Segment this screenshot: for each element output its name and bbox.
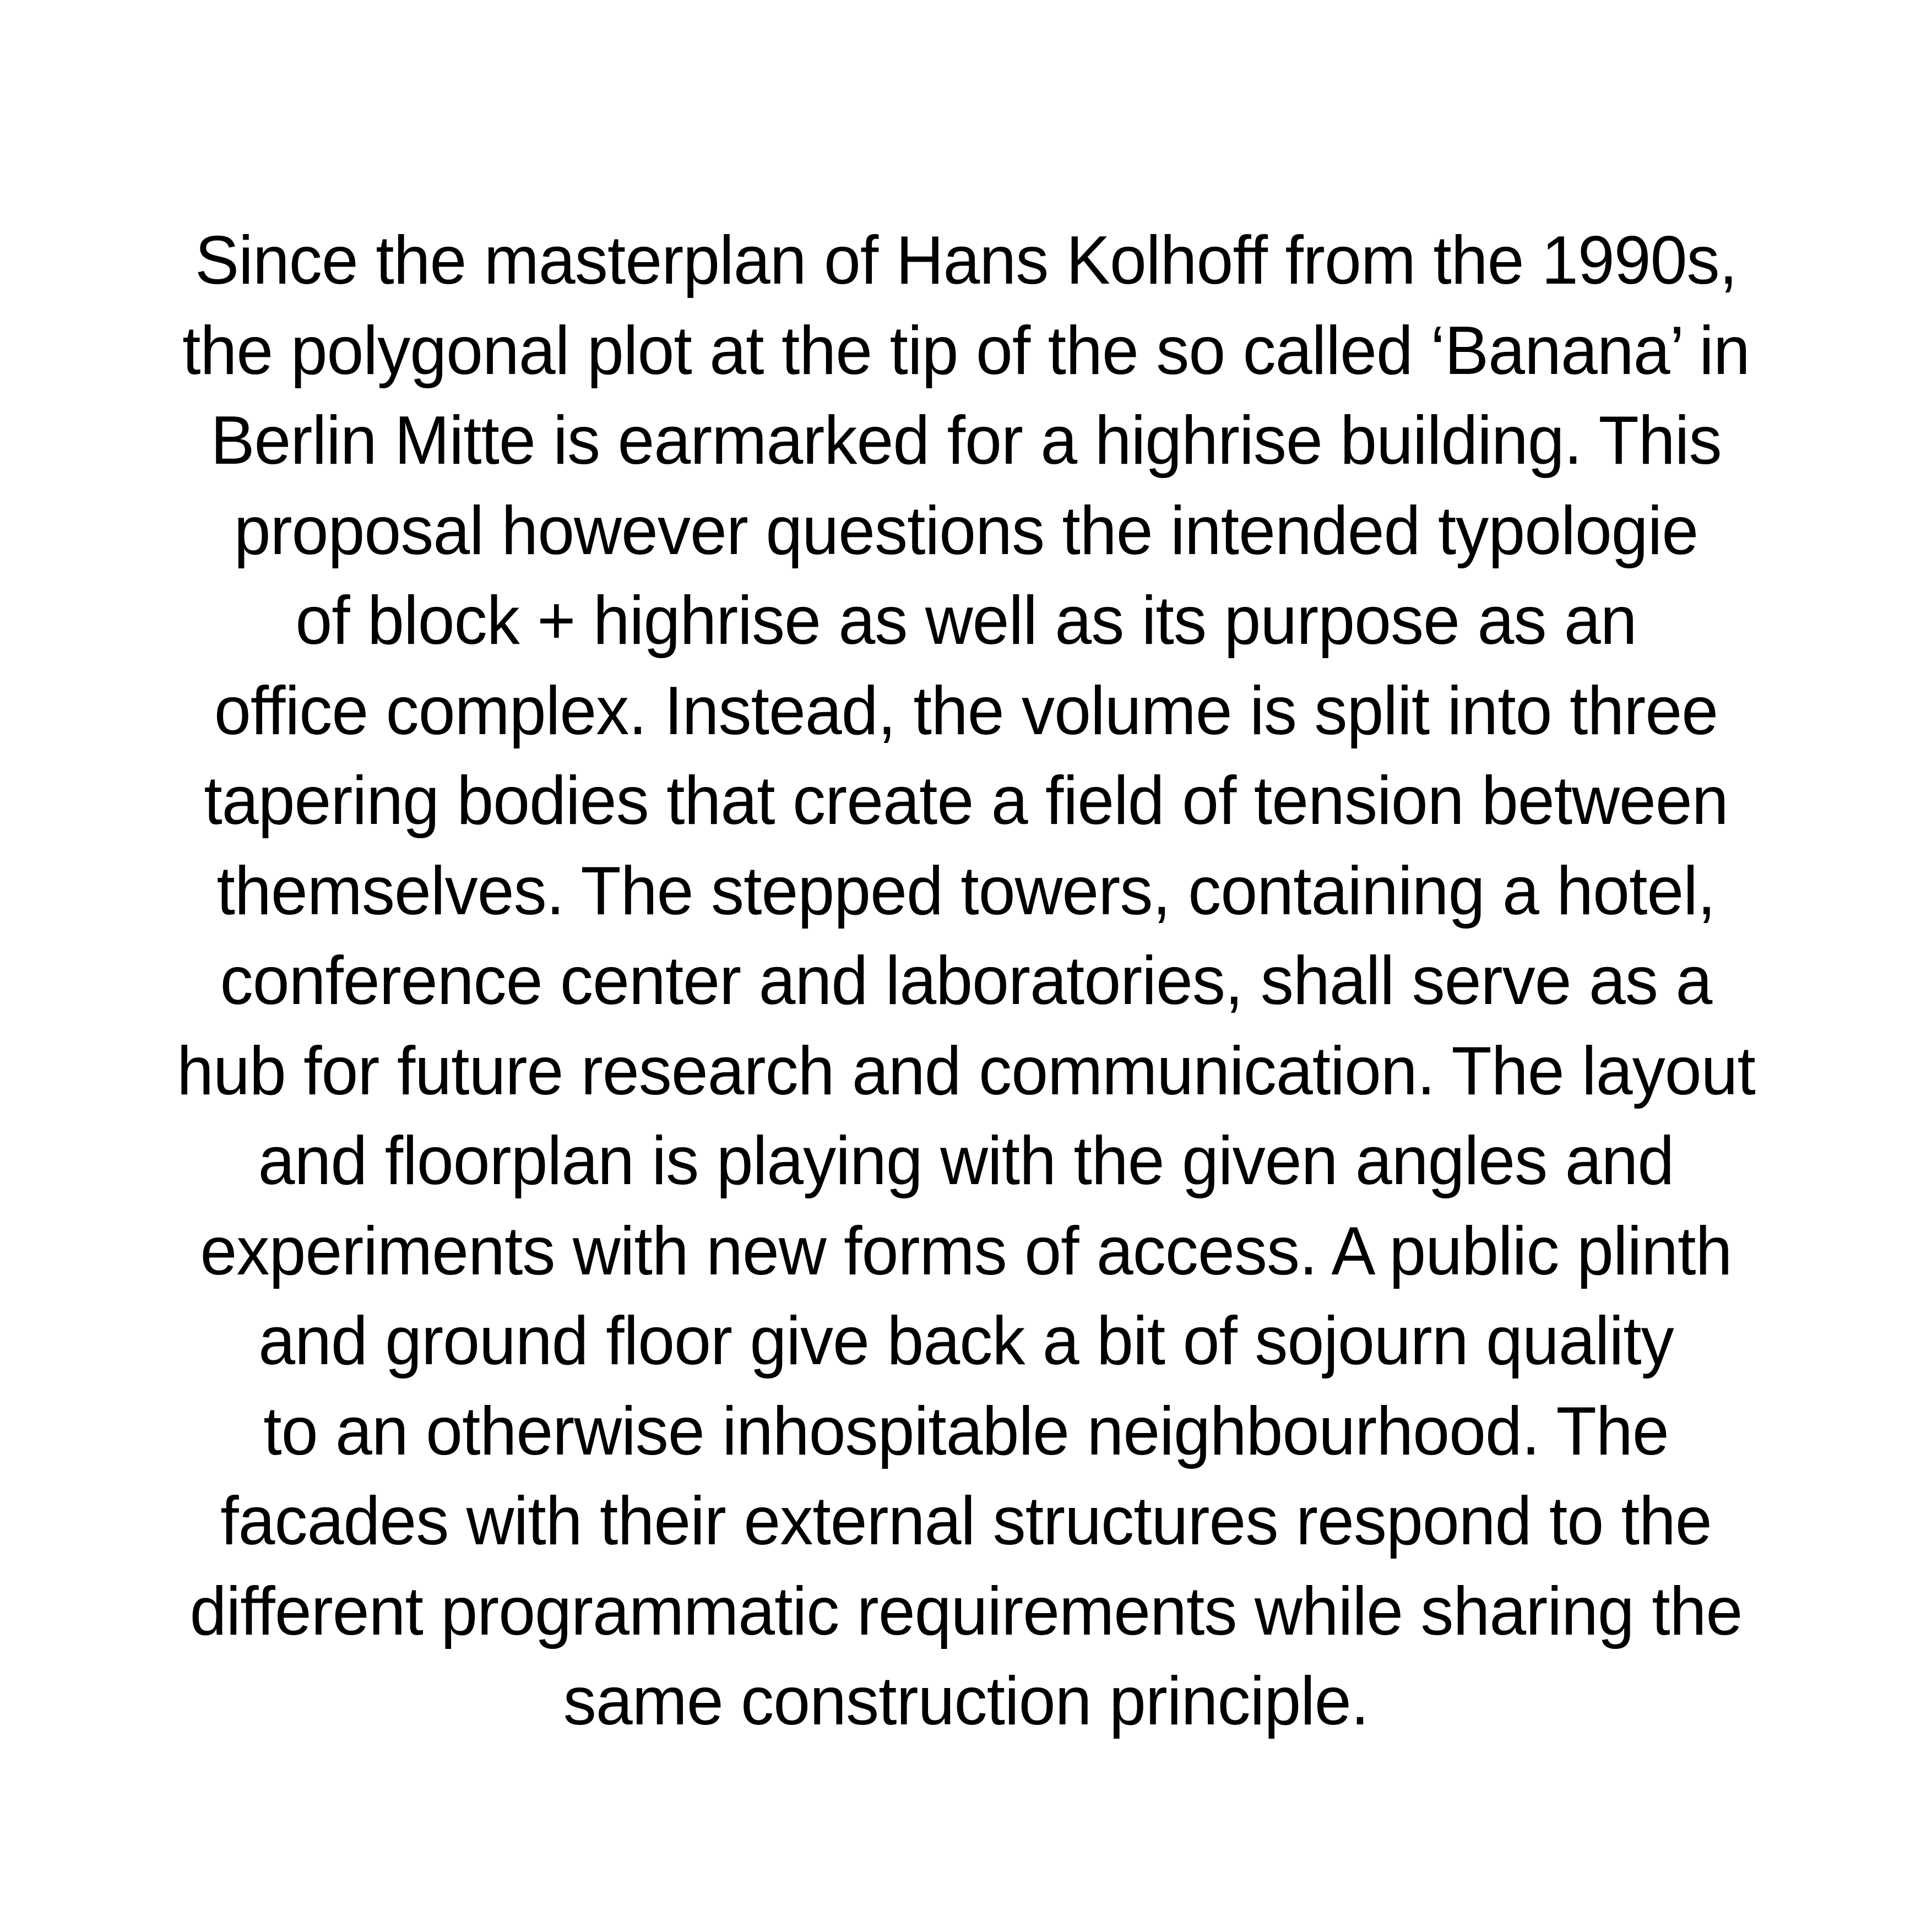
description-line-13: and ground floor give back a bit of sojourn quality: [258, 1303, 1674, 1379]
description-line-8: themselves. The stepped towers, containing a hotel,: [216, 853, 1716, 929]
description-line-2: the polygonal plot at the tip of the so called ‘Banana’ in: [182, 312, 1750, 389]
description-line-11: and floorplan is playing with the given angles and: [258, 1123, 1674, 1199]
description-line-9: conference center and laboratories, shall serve as a: [220, 943, 1712, 1019]
description-line-4: proposal however questions the intended typologie: [234, 492, 1698, 569]
description-line-12: experiments with new forms of access. A public plinth: [200, 1213, 1732, 1289]
description-line-5: of block + highrise as well as its purpose as an: [295, 583, 1637, 659]
description-line-7: tapering bodies that create a field of tension between: [204, 763, 1728, 839]
description-line-10: hub for future research and communication. The layout: [177, 1033, 1755, 1109]
description-line-1: Since the masterplan of Hans Kolhoff from the 1990s,: [194, 222, 1737, 299]
description-line-17: same construction principle.: [563, 1663, 1369, 1739]
description-line-6: office complex. Instead, the volume is split into three: [214, 672, 1718, 749]
project-description: [0, 216, 1932, 1747]
description-line-16: different programmatic requirements while sharing the: [189, 1573, 1743, 1649]
description-line-14: to an otherwise inhospitable neighbourhood. The: [263, 1393, 1669, 1469]
description-line-3: Berlin Mitte is earmarked for a highrise building. This: [210, 403, 1722, 479]
description-line-15: facades with their external structures respond to the: [220, 1483, 1712, 1559]
